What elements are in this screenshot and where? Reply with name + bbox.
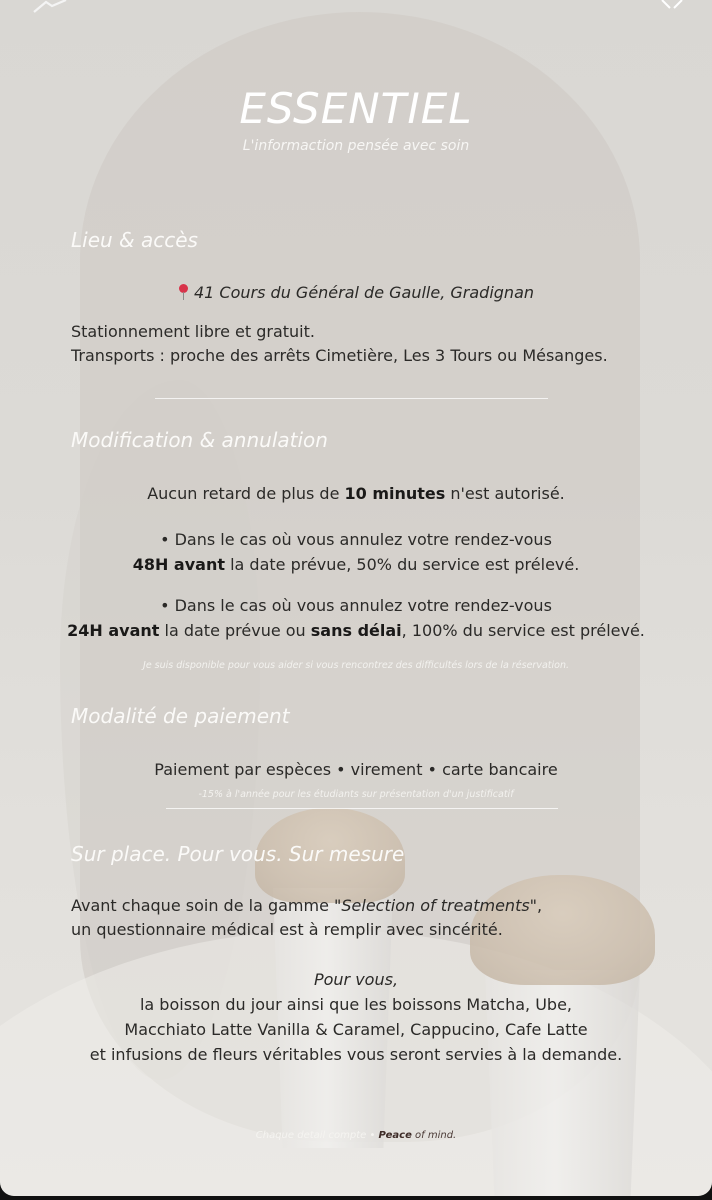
retard-prefix: Aucun retard de plus de: [147, 484, 345, 503]
footer-tagline: [0, 1130, 712, 1141]
questionnaire-line2: un questionnaire médical est à remplir avec sincérité.: [71, 920, 503, 939]
line1-prefix: Avant chaque soin de la gamme ": [71, 896, 342, 915]
selection-of-treatments: Selection of treatments: [341, 896, 530, 915]
rule1-bold: 48H avant: [132, 555, 225, 574]
retard-bold: 10 minutes: [344, 484, 446, 503]
questionnaire-line1: [71, 896, 542, 915]
footer-part1: Chaque detail compte: [255, 1130, 367, 1141]
rule2-mid: la date prévue ou: [159, 621, 311, 640]
rule2-bold1: 24H avant: [67, 621, 160, 640]
section-heading-paiement: Modalité de paiement: [71, 704, 290, 728]
rule1-line1: • Dans le cas où vous annulez votre rendez-vous: [160, 530, 552, 549]
transports-info: Transports : proche des arrêts Cimetière, Les 3 Tours ou Mésanges.: [71, 346, 608, 365]
drinks-line3: et infusions de fleurs véritables vous seront servies à la demande.: [89, 1045, 623, 1064]
rule1-line2: [0, 555, 712, 574]
address-text: 41 Cours du Général de Gaulle, Gradignan: [193, 283, 535, 302]
footer-peace: Peace: [378, 1130, 412, 1141]
divider: [166, 808, 558, 809]
footer-part2: of mind.: [411, 1130, 457, 1141]
retard-suffix: n'est autorisé.: [445, 484, 565, 503]
rule2-line1: • Dans le cas où vous annulez votre rendez-vous: [160, 596, 552, 615]
page-title: ESSENTIEL: [239, 84, 473, 133]
section-heading-sur-place: Sur place. Pour vous. Sur mesure: [71, 842, 405, 866]
section-heading-modification: Modification & annulation: [71, 428, 328, 452]
drinks-line2: Macchiato Latte Vanilla & Caramel, Cappucino, Cafe Latte: [124, 1020, 588, 1039]
retard-rule: [0, 484, 712, 503]
footer-separator: •: [366, 1130, 379, 1141]
drinks-line1: la boisson du jour ainsi que les boissons Matcha, Ube,: [139, 995, 573, 1014]
address: [0, 283, 712, 302]
section-heading-lieu: Lieu & accès: [71, 228, 198, 252]
rule2-rest: , 100% du service est prélevé.: [401, 621, 645, 640]
divider: [155, 398, 548, 399]
page-subtitle: L'informaction pensée avec soin: [242, 138, 470, 154]
student-discount-note: -15% à l'année pour les étudiants sur présentation d'un justificatif: [198, 789, 514, 800]
rule1-rest: la date prévue, 50% du service est prélevé.: [224, 555, 580, 574]
rule2-bold2: sans délai: [310, 621, 402, 640]
rule2-line2: [0, 621, 712, 640]
pour-vous: Pour vous,: [313, 970, 399, 989]
round-pushpin-icon: [178, 284, 188, 300]
parking-info: Stationnement libre et gratuit.: [71, 322, 315, 341]
reservation-help-note: Je suis disponible pour vous aider si vous rencontrez des difficultés lors de la réservation.: [143, 660, 569, 671]
payment-methods: Paiement par espèces • virement • carte bancaire: [154, 760, 558, 779]
line1-suffix: ",: [529, 896, 543, 915]
